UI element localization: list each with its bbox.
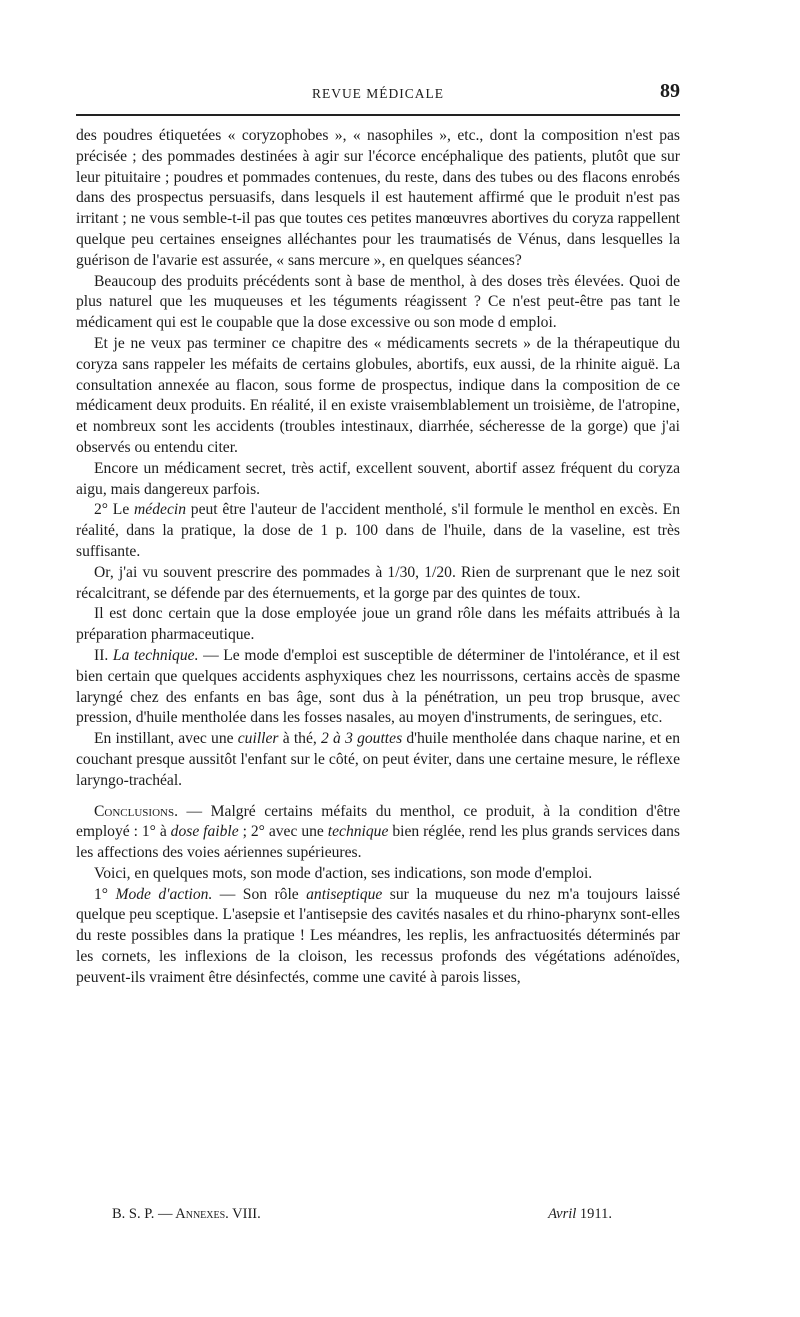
italic-term: 2 à 3 gouttes	[321, 730, 403, 748]
text-run: peut être l'auteur de l'accident mentholé, s'il formule le menthol en excès. En réalité, dans la pratique, la dose de 1 p. 100 dans de l'huile, dans de la vaseline, est très suffisante.	[76, 501, 681, 560]
italic-term: dose faible	[170, 823, 239, 841]
running-title: REVUE MÉDICALE	[311, 86, 445, 101]
footer-source: B. S. P. — Annexes. VIII.	[112, 1206, 261, 1222]
paragraph-instillant	[76, 729, 680, 791]
text-run: En instillant, avec une	[94, 730, 238, 748]
paragraph-mode-action	[76, 885, 680, 989]
italic-term: cuiller	[237, 730, 279, 748]
italic-term: médecin	[134, 501, 186, 519]
italic-term: antiseptique	[306, 885, 383, 903]
text-run: à thé,	[278, 730, 322, 748]
paragraph-conclusions	[76, 802, 680, 864]
text-run: — Son rôle	[212, 885, 307, 903]
item-number: 1°	[94, 885, 116, 903]
paragraph-technique	[76, 646, 680, 729]
text-run: ; 2° avec une	[238, 823, 328, 841]
conclusions-label: Conclusions.	[94, 802, 178, 820]
article-body	[76, 126, 680, 989]
italic-term: technique	[327, 823, 389, 841]
paragraph: Il est donc certain que la dose employée joue un grand rôle dans les méfaits attribués à la préparation pharmaceutique.	[76, 605, 680, 644]
paragraph: Beaucoup des produits précédents sont à base de menthol, à des doses très élevées. Quoi de plus naturel que les muqueuses et les téguments réagissent ? Ce n'est peut-être pas tant le médicament qui est le coupable que la dose excessive ou son mode d emploi.	[76, 272, 680, 332]
footer-date	[548, 1206, 612, 1223]
page-number: 89	[660, 80, 680, 102]
italic-term: Mode d'action.	[115, 885, 213, 903]
text-run: — Le mode d'emploi est susceptible de déterminer de l'intolérance, et il est bien certain que quelques accidents asphyxiques chez les nourrissons, certains accès de spasme laryngé chez des enfants en bas âge, sont dus à la pénétration, un peu trop brusque, avec pression, d'huile mentholée dans les fosses nasales, au moyen d'instruments, de seringues, etc.	[76, 646, 680, 727]
paragraph: Encore un médicament secret, très actif, excellent souvent, abortif assez fréquent du coryza aigu, mais dangereux parfois.	[76, 459, 680, 498]
section-heading: La technique.	[112, 646, 199, 664]
footer-month: Avril	[548, 1206, 577, 1222]
paragraph-medecin	[76, 500, 680, 562]
footer-year: 1911.	[579, 1206, 612, 1222]
text-run: d'huile mentholée dans chaque narine, et en couchant presque aussitôt l'enfant sur le côté, on peut éviter, dans une certaine mesure, le réflexe laryngo-trachéal.	[76, 730, 680, 789]
item-number: 2° Le	[94, 501, 135, 519]
paragraph: Voici, en quelques mots, son mode d'action, ses indications, son mode d'emploi.	[94, 864, 593, 882]
header-rule	[76, 114, 680, 116]
text-run: — Malgré certains méfaits du menthol, ce produit, à la condition d'être employé : 1° à	[76, 802, 680, 841]
page-header	[76, 80, 680, 114]
paragraph: Et je ne veux pas terminer ce chapitre des « médicaments secrets » de la thérapeutique du coryza sans rappeler les méfaits de certains globules, abortifs, eux aussi, de la rhinite aiguë. La consultation annexée au flacon, sous forme de prospectus, indique dans la composition de ce médicament deux produits. En réalité, il en existe vraisemblablement un troisième, de l'atropine, et nombreux sont les accidents (troubles intestinaux, diarrhée, sécheresse de la gorge) que j'ai observés ou entendu citer.	[76, 334, 680, 456]
text-run: sur la muqueuse du nez m'a toujours laissé quelque peu sceptique. L'asepsie et l'antisepsie des cavités nasales et du rhino-pharynx sont-elles du reste possibles dans la pratique ! Les méandres, les replis, les anfractuosités déterminés par les cornets, les inflexions de la cloison, les recessus profonds des végétations adénoïdes, peuvent-ils vraiment être désinfectés, comme une cavité à parois lisses,	[76, 885, 680, 986]
paragraph: des poudres étiquetées « coryzophobes », « nasophiles », etc., dont la composition n'est pas précisée ; des pommades destinées à agir sur l'écorce encéphalique des patients, plutôt que sur leur pituitaire ; poudres et pommades contenues, du reste, dans des tubes ou des flacons enrobés dans des prospectus persuasifs, dans lesquels il est hautement affirmé que le produit n'est pas irritant ; ne vous semble-t-il pas que toutes ces petites manœuvres abortives du coryza rappellent quelque peu certaines enseignes alléchantes pour les traumatisés de Vénus, dans lesquelles la guérison de l'avarie est assurée, « sans mercure », en quelques séances?	[76, 127, 680, 269]
paragraph: Or, j'ai vu souvent prescrire des pommades à 1/30, 1/20. Rien de surprenant que le nez soit récalcitrant, se défende par des éternuements, et la gorge par des quintes de toux.	[76, 563, 680, 602]
section-number: II.	[94, 646, 113, 664]
text-run: bien réglée, rend les plus grands services dans les affections des voies aériennes supérieures.	[76, 823, 681, 862]
